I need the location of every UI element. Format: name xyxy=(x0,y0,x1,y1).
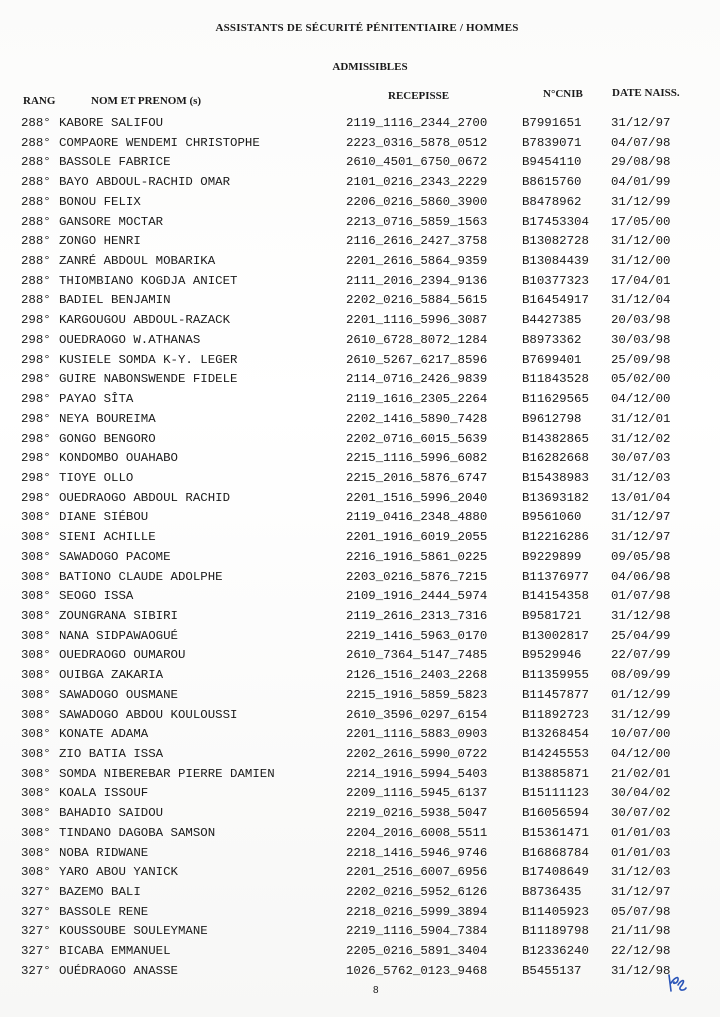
cell-rang: 298° xyxy=(21,352,51,367)
cell-date: 04/07/98 xyxy=(611,135,671,150)
cell-date: 25/09/98 xyxy=(611,352,671,367)
cell-cnib: B11405923 xyxy=(522,904,589,919)
cell-rang: 288° xyxy=(21,116,51,130)
cell-cnib: B8973362 xyxy=(522,332,582,347)
cell-name: THIOMBIANO KOGDJA ANICET xyxy=(59,273,238,288)
cell-cnib: B11376977 xyxy=(522,569,589,584)
table-row xyxy=(0,430,720,450)
cell-date: 01/01/03 xyxy=(611,825,671,840)
table-row xyxy=(0,272,720,292)
cell-rang: 308° xyxy=(21,707,51,722)
cell-cnib: B9561060 xyxy=(522,510,582,525)
cell-recepisse: 2610_4501_6750_0672 xyxy=(346,155,488,170)
cell-cnib: B15111123 xyxy=(522,786,589,801)
cell-date: 22/07/99 xyxy=(611,648,671,663)
cell-cnib: B13002817 xyxy=(522,628,589,643)
table-row xyxy=(0,942,720,962)
cell-name: OUEDRAOGO W.ATHANAS xyxy=(59,332,201,347)
cell-recepisse: 2201_2616_5864_9359 xyxy=(346,254,488,269)
cell-rang: 288° xyxy=(21,254,51,269)
cell-rang: 308° xyxy=(21,786,51,801)
cell-cnib: B13268454 xyxy=(522,727,589,742)
cell-name: OUÉDRAOGO ANASSE xyxy=(59,963,178,978)
cell-date: 31/12/01 xyxy=(611,411,671,426)
cell-rang: 308° xyxy=(21,766,51,781)
table-row xyxy=(0,508,720,528)
cell-rang: 298° xyxy=(21,431,51,446)
cell-name: BICABA EMMANUEL xyxy=(59,944,171,959)
cell-date: 25/04/99 xyxy=(611,628,671,643)
cell-rang: 308° xyxy=(21,865,51,880)
cell-recepisse: 2206_0216_5860_3900 xyxy=(346,194,488,209)
cell-date: 04/06/98 xyxy=(611,569,671,584)
cell-date: 31/12/98 xyxy=(611,608,671,623)
cell-recepisse: 2204_2016_6008_5511 xyxy=(346,825,488,840)
cell-name: YARO ABOU YANICK xyxy=(59,865,178,880)
table-row xyxy=(0,153,720,173)
cell-date: 04/01/99 xyxy=(611,175,671,190)
table-row xyxy=(0,863,720,883)
cell-rang: 308° xyxy=(21,668,51,683)
document-title: ASSISTANTS DE SÉCURITÉ PÉNITENTIAIRE / HOMMES xyxy=(215,22,519,34)
table-row xyxy=(0,469,720,489)
column-header-date: DATE NAISS. xyxy=(612,87,680,99)
cell-recepisse: 1026_5762_0123_9468 xyxy=(346,963,488,978)
cell-name: SAWADOGO OUSMANE xyxy=(59,687,178,702)
cell-name: ZOUNGRANA SIBIRI xyxy=(59,608,178,623)
cell-recepisse: 2215_1916_5859_5823 xyxy=(346,687,488,702)
cell-name: SEOGO ISSA xyxy=(59,589,134,604)
cell-date: 31/12/00 xyxy=(611,254,671,269)
cell-recepisse: 2119_1116_2344_2700 xyxy=(346,116,488,130)
cell-name: ZIO BATIA ISSA xyxy=(59,747,164,761)
cell-cnib: B11189798 xyxy=(522,924,589,939)
cell-date: 04/12/00 xyxy=(611,747,671,761)
column-header-nom: NOM ET PRENOM (s) xyxy=(91,95,202,107)
cell-name: BADIEL BENJAMIN xyxy=(59,293,171,308)
cell-name: KARGOUGOU ABDOUL-RAZACK xyxy=(59,313,231,328)
handwritten-initials-mark xyxy=(666,971,688,993)
cell-rang: 298° xyxy=(21,372,51,387)
cell-name: OUEDRAOGO ABDOUL RACHID xyxy=(59,490,231,505)
document-subtitle: ADMISSIBLES xyxy=(332,61,408,73)
cell-recepisse: 2202_2616_5990_0722 xyxy=(346,747,488,761)
cell-recepisse: 2610_3596_0297_6154 xyxy=(346,707,488,722)
cell-name: GUIRE NABONSWENDE FIDELE xyxy=(59,372,238,387)
cell-rang: 327° xyxy=(21,924,51,939)
candidate-table xyxy=(0,114,720,982)
cell-rang: 288° xyxy=(21,155,51,170)
cell-name: COMPAORE WENDEMI CHRISTOPHE xyxy=(59,135,260,150)
table-row xyxy=(0,548,720,568)
cell-recepisse: 2111_2016_2394_9136 xyxy=(346,273,488,288)
cell-recepisse: 2201_2516_6007_6956 xyxy=(346,865,488,880)
cell-name: BASSOLE FABRICE xyxy=(59,155,171,170)
cell-cnib: B9581721 xyxy=(522,608,582,623)
cell-cnib: B14382865 xyxy=(522,431,589,446)
table-row xyxy=(0,804,720,824)
cell-date: 31/12/03 xyxy=(611,470,671,485)
cell-date: 31/12/99 xyxy=(611,707,671,722)
cell-cnib: B14154358 xyxy=(522,589,589,604)
cell-name: TINDANO DAGOBA SAMSON xyxy=(59,825,216,840)
table-row xyxy=(0,173,720,193)
cell-recepisse: 2214_1916_5994_5403 xyxy=(346,766,488,781)
cell-name: OUIBGA ZAKARIA xyxy=(59,668,164,683)
cell-cnib: B9454110 xyxy=(522,155,582,170)
cell-rang: 327° xyxy=(21,885,51,900)
cell-rang: 288° xyxy=(21,135,51,150)
cell-cnib: B9529946 xyxy=(522,648,582,663)
cell-rang: 298° xyxy=(21,332,51,347)
cell-cnib: B8615760 xyxy=(522,175,582,190)
cell-cnib: B10377323 xyxy=(522,273,589,288)
cell-rang: 308° xyxy=(21,687,51,702)
cell-name: KOALA ISSOUF xyxy=(59,786,149,801)
cell-recepisse: 2119_1616_2305_2264 xyxy=(346,392,488,407)
cell-date: 05/07/98 xyxy=(611,904,671,919)
cell-recepisse: 2201_1916_6019_2055 xyxy=(346,530,488,545)
cell-date: 21/11/98 xyxy=(611,924,671,939)
cell-name: KUSIELE SOMDA K-Y. LEGER xyxy=(59,352,238,367)
cell-name: SIENI ACHILLE xyxy=(59,530,156,545)
cell-rang: 298° xyxy=(21,490,51,505)
cell-cnib: B8736435 xyxy=(522,885,582,900)
cell-rang: 308° xyxy=(21,747,51,761)
table-row xyxy=(0,134,720,154)
cell-rang: 308° xyxy=(21,628,51,643)
table-row xyxy=(0,311,720,331)
cell-cnib: B15361471 xyxy=(522,825,589,840)
cell-date: 31/12/97 xyxy=(611,885,671,900)
cell-recepisse: 2209_1116_5945_6137 xyxy=(346,786,488,801)
table-row xyxy=(0,627,720,647)
table-row xyxy=(0,213,720,233)
cell-cnib: B7699401 xyxy=(522,352,582,367)
cell-rang: 308° xyxy=(21,825,51,840)
cell-rang: 308° xyxy=(21,648,51,663)
cell-date: 09/05/98 xyxy=(611,549,671,564)
cell-recepisse: 2109_1916_2444_5974 xyxy=(346,589,488,604)
cell-cnib: B9612798 xyxy=(522,411,582,426)
cell-name: NEYA BOUREIMA xyxy=(59,411,156,426)
cell-recepisse: 2114_0716_2426_9839 xyxy=(346,372,488,387)
cell-date: 31/12/99 xyxy=(611,194,671,209)
cell-cnib: B12336240 xyxy=(522,944,589,959)
cell-recepisse: 2201_1116_5883_0903 xyxy=(346,727,488,742)
cell-name: DIANE SIÉBOU xyxy=(59,510,149,525)
table-row xyxy=(0,745,720,765)
cell-name: BONOU FELIX xyxy=(59,194,141,209)
table-row xyxy=(0,844,720,864)
cell-date: 17/05/00 xyxy=(611,214,671,229)
cell-cnib: B16056594 xyxy=(522,806,589,821)
cell-cnib: B13693182 xyxy=(522,490,589,505)
cell-name: BATIONO CLAUDE ADOLPHE xyxy=(59,569,223,584)
cell-rang: 288° xyxy=(21,273,51,288)
cell-recepisse: 2219_1116_5904_7384 xyxy=(346,924,488,939)
cell-name: PAYAO SÎTA xyxy=(59,392,134,407)
cell-cnib: B15438983 xyxy=(522,470,589,485)
cell-date: 04/12/00 xyxy=(611,392,671,407)
cell-rang: 298° xyxy=(21,392,51,407)
table-row xyxy=(0,449,720,469)
cell-cnib: B17453304 xyxy=(522,214,589,229)
cell-date: 30/03/98 xyxy=(611,332,671,347)
table-row xyxy=(0,607,720,627)
cell-recepisse: 2215_2016_5876_6747 xyxy=(346,470,488,485)
cell-recepisse: 2219_1416_5963_0170 xyxy=(346,628,488,643)
cell-name: KONDOMBO OUAHABO xyxy=(59,451,178,466)
table-row xyxy=(0,903,720,923)
cell-recepisse: 2219_0216_5938_5047 xyxy=(346,806,488,821)
table-row xyxy=(0,883,720,903)
table-row xyxy=(0,370,720,390)
cell-recepisse: 2201_1116_5996_3087 xyxy=(346,313,488,328)
cell-date: 10/07/00 xyxy=(611,727,671,742)
cell-name: GANSORE MOCTAR xyxy=(59,214,164,229)
cell-date: 30/04/02 xyxy=(611,786,671,801)
cell-cnib: B14245553 xyxy=(522,747,589,761)
cell-name: KONATE ADAMA xyxy=(59,727,149,742)
cell-date: 31/12/00 xyxy=(611,234,671,249)
table-row xyxy=(0,646,720,666)
cell-cnib: B16454917 xyxy=(522,293,589,308)
cell-cnib: B11629565 xyxy=(522,392,589,407)
cell-rang: 327° xyxy=(21,963,51,978)
cell-name: SAWADOGO ABDOU KOULOUSSI xyxy=(59,707,238,722)
cell-date: 22/12/98 xyxy=(611,944,671,959)
cell-recepisse: 2205_0216_5891_3404 xyxy=(346,944,488,959)
cell-rang: 288° xyxy=(21,293,51,308)
cell-cnib: B17408649 xyxy=(522,865,589,880)
table-row xyxy=(0,725,720,745)
column-header-recepisse: RECEPISSE xyxy=(388,90,450,102)
cell-cnib: B16282668 xyxy=(522,451,589,466)
cell-recepisse: 2202_1416_5890_7428 xyxy=(346,411,488,426)
table-row xyxy=(0,784,720,804)
table-row xyxy=(0,666,720,686)
cell-date: 31/12/97 xyxy=(611,510,671,525)
cell-date: 31/12/04 xyxy=(611,293,671,308)
cell-date: 30/07/03 xyxy=(611,451,671,466)
cell-rang: 298° xyxy=(21,313,51,328)
cell-name: BAYO ABDOUL-RACHID OMAR xyxy=(59,175,231,190)
cell-rang: 308° xyxy=(21,806,51,821)
table-row xyxy=(0,252,720,272)
cell-cnib: B7991651 xyxy=(522,116,582,130)
cell-rang: 288° xyxy=(21,214,51,229)
cell-date: 01/07/98 xyxy=(611,589,671,604)
column-header-cnib: N°CNIB xyxy=(543,88,583,100)
table-row xyxy=(0,193,720,213)
cell-name: SOMDA NIBEREBAR PIERRE DAMIEN xyxy=(59,766,275,781)
cell-cnib: B7839071 xyxy=(522,135,582,150)
cell-cnib: B13885871 xyxy=(522,766,589,781)
table-row xyxy=(0,528,720,548)
cell-rang: 327° xyxy=(21,944,51,959)
cell-recepisse: 2101_0216_2343_2229 xyxy=(346,175,488,190)
cell-cnib: B11457877 xyxy=(522,687,589,702)
table-row xyxy=(0,587,720,607)
cell-rang: 288° xyxy=(21,175,51,190)
table-row xyxy=(0,962,720,982)
cell-recepisse: 2119_2616_2313_7316 xyxy=(346,608,488,623)
cell-date: 31/12/98 xyxy=(611,963,671,978)
cell-recepisse: 2116_2616_2427_3758 xyxy=(346,234,488,249)
cell-date: 21/02/01 xyxy=(611,766,671,781)
cell-name: GONGO BENGORO xyxy=(59,431,156,446)
cell-date: 01/01/03 xyxy=(611,845,671,860)
cell-rang: 288° xyxy=(21,194,51,209)
cell-cnib: B13084439 xyxy=(522,254,589,269)
cell-recepisse: 2201_1516_5996_2040 xyxy=(346,490,488,505)
cell-cnib: B12216286 xyxy=(522,530,589,545)
cell-name: OUEDRAOGO OUMAROU xyxy=(59,648,186,663)
table-row xyxy=(0,351,720,371)
cell-name: KOUSSOUBE SOULEYMANE xyxy=(59,924,208,939)
cell-recepisse: 2610_7364_5147_7485 xyxy=(346,648,488,663)
cell-rang: 298° xyxy=(21,411,51,426)
cell-date: 08/09/99 xyxy=(611,668,671,683)
cell-cnib: B8478962 xyxy=(522,194,582,209)
cell-recepisse: 2213_0716_5859_1563 xyxy=(346,214,488,229)
cell-rang: 308° xyxy=(21,569,51,584)
cell-name: NOBA RIDWANE xyxy=(59,845,149,860)
table-row xyxy=(0,686,720,706)
cell-name: ZANRÉ ABDOUL MOBARIKA xyxy=(59,254,216,269)
cell-recepisse: 2126_1516_2403_2268 xyxy=(346,668,488,683)
cell-cnib: B16868784 xyxy=(522,845,589,860)
cell-rang: 298° xyxy=(21,451,51,466)
cell-date: 20/03/98 xyxy=(611,313,671,328)
cell-recepisse: 2119_0416_2348_4880 xyxy=(346,510,488,525)
cell-recepisse: 2610_6728_8072_1284 xyxy=(346,332,488,347)
cell-rang: 308° xyxy=(21,510,51,525)
cell-cnib: B5455137 xyxy=(522,963,582,978)
cell-date: 31/12/02 xyxy=(611,431,671,446)
cell-date: 31/12/97 xyxy=(611,116,671,130)
cell-name: BAHADIO SAIDOU xyxy=(59,806,164,821)
cell-recepisse: 2216_1916_5861_0225 xyxy=(346,549,488,564)
cell-date: 31/12/03 xyxy=(611,865,671,880)
cell-recepisse: 2202_0716_6015_5639 xyxy=(346,431,488,446)
cell-rang: 308° xyxy=(21,845,51,860)
cell-recepisse: 2202_0216_5884_5615 xyxy=(346,293,488,308)
cell-date: 30/07/02 xyxy=(611,806,671,821)
cell-rang: 298° xyxy=(21,470,51,485)
cell-date: 13/01/04 xyxy=(611,490,671,505)
table-row xyxy=(0,489,720,509)
cell-date: 05/02/00 xyxy=(611,372,671,387)
table-row xyxy=(0,568,720,588)
cell-recepisse: 2215_1116_5996_6082 xyxy=(346,451,488,466)
table-row xyxy=(0,331,720,351)
cell-cnib: B4427385 xyxy=(522,313,582,328)
cell-rang: 288° xyxy=(21,234,51,249)
table-row xyxy=(0,232,720,252)
cell-date: 17/04/01 xyxy=(611,273,671,288)
cell-recepisse: 2202_0216_5952_6126 xyxy=(346,885,488,900)
table-row xyxy=(0,922,720,942)
cell-cnib: B11843528 xyxy=(522,372,589,387)
column-header-rang: RANG xyxy=(23,95,56,107)
cell-recepisse: 2203_0216_5876_7215 xyxy=(346,569,488,584)
table-row xyxy=(0,765,720,785)
cell-name: NANA SIDPAWAOGUÉ xyxy=(59,628,178,643)
table-row xyxy=(0,390,720,410)
cell-rang: 308° xyxy=(21,608,51,623)
cell-rang: 327° xyxy=(21,904,51,919)
cell-name: KABORE SALIFOU xyxy=(59,116,164,130)
cell-rang: 308° xyxy=(21,530,51,545)
table-row xyxy=(0,114,720,134)
cell-recepisse: 2610_5267_6217_8596 xyxy=(346,352,488,367)
cell-date: 01/12/99 xyxy=(611,687,671,702)
cell-cnib: B11892723 xyxy=(522,707,589,722)
cell-rang: 308° xyxy=(21,549,51,564)
table-row xyxy=(0,410,720,430)
cell-recepisse: 2218_0216_5999_3894 xyxy=(346,904,488,919)
table-row xyxy=(0,824,720,844)
cell-rang: 308° xyxy=(21,589,51,604)
cell-name: BAZEMO BALI xyxy=(59,885,141,900)
cell-name: ZONGO HENRI xyxy=(59,234,141,249)
cell-recepisse: 2218_1416_5946_9746 xyxy=(346,845,488,860)
cell-recepisse: 2223_0316_5878_0512 xyxy=(346,135,488,150)
cell-cnib: B9229899 xyxy=(522,549,582,564)
cell-rang: 308° xyxy=(21,727,51,742)
cell-name: SAWADOGO PACOME xyxy=(59,549,171,564)
cell-date: 31/12/97 xyxy=(611,530,671,545)
cell-cnib: B13082728 xyxy=(522,234,589,249)
table-row xyxy=(0,706,720,726)
page-number: 8 xyxy=(373,985,379,996)
table-row xyxy=(0,291,720,311)
cell-name: BASSOLE RENE xyxy=(59,904,149,919)
cell-cnib: B11359955 xyxy=(522,668,589,683)
cell-name: TIOYE OLLO xyxy=(59,470,134,485)
cell-date: 29/08/98 xyxy=(611,155,671,170)
